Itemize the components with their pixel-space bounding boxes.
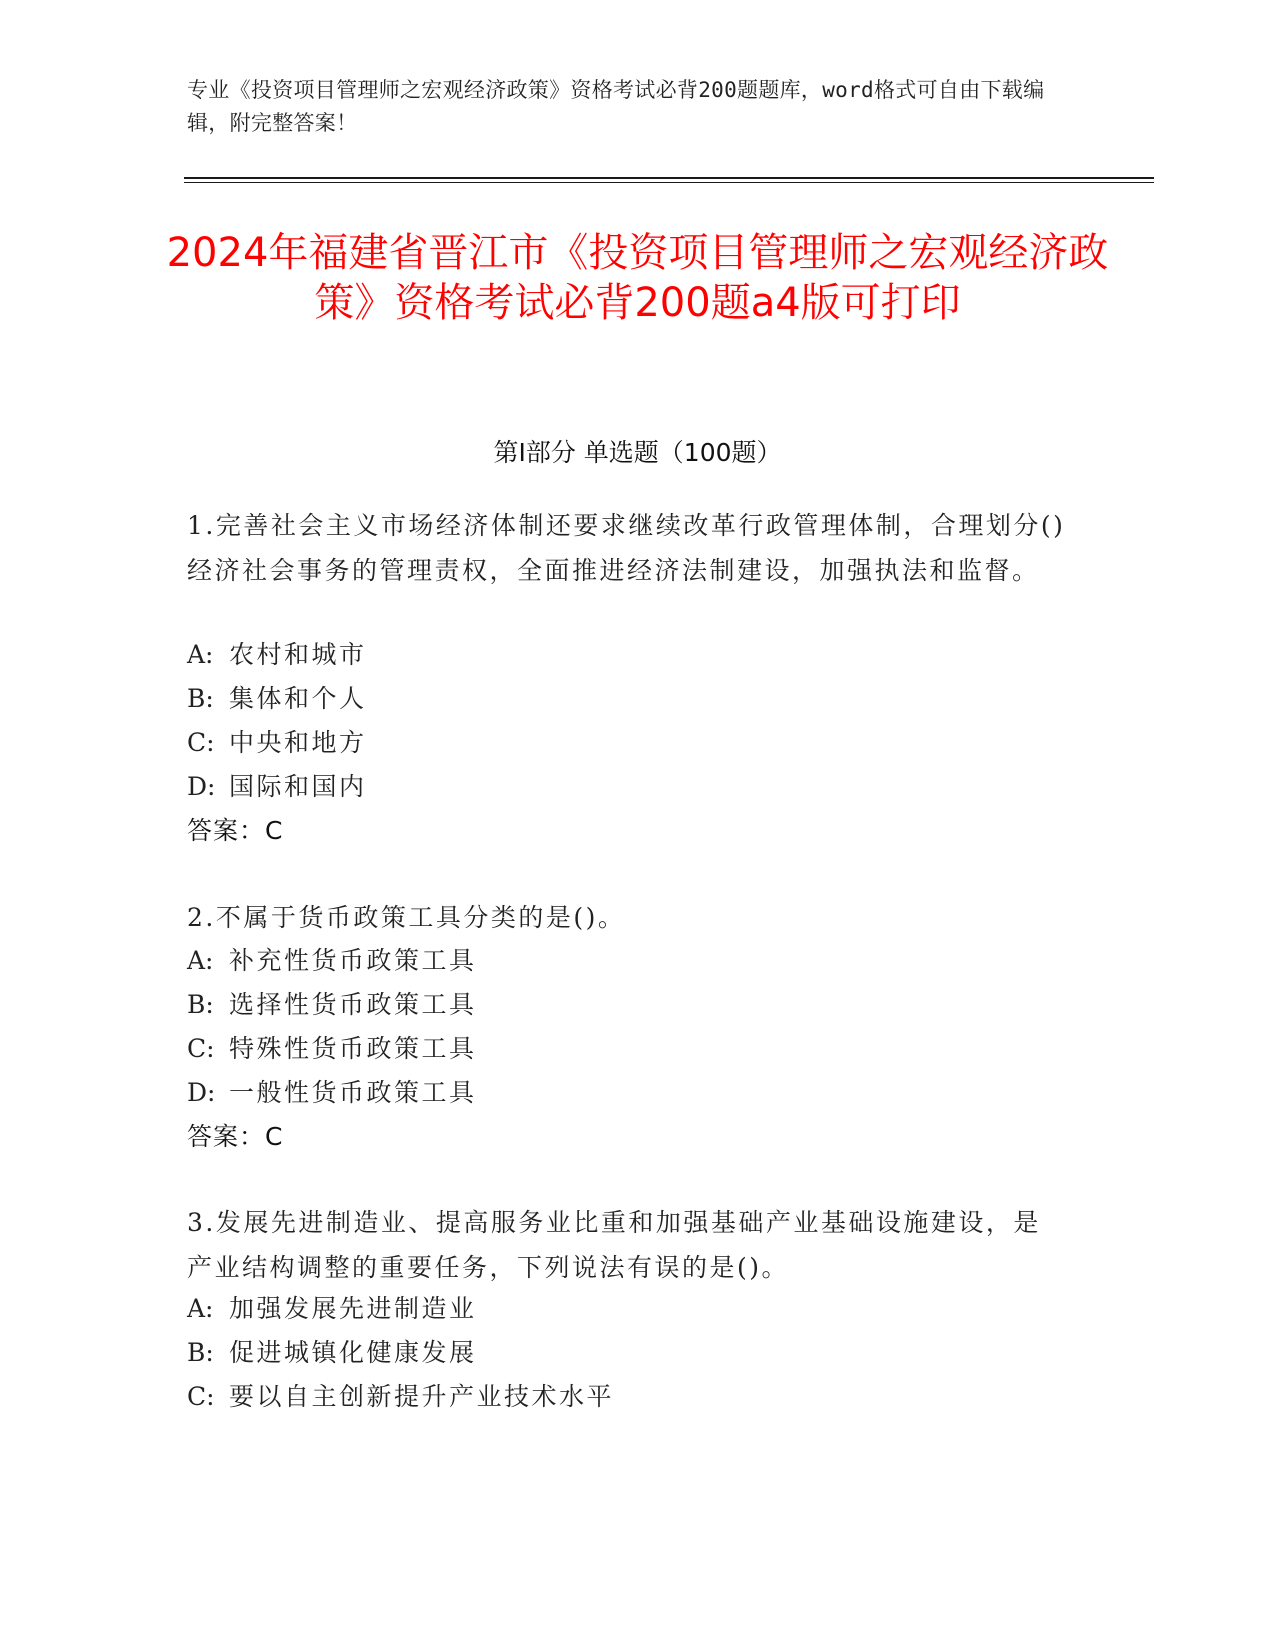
answer-value: C: [265, 816, 283, 845]
option-key: A:: [187, 1294, 214, 1323]
question-3-text: 3.发展先进制造业、提高服务业比重和加强基础产业基础设施建设，是产业结构调整的重要任务，下列说法有误的是()。: [187, 1208, 1041, 1282]
question-2-option-d: [187, 1075, 1067, 1111]
option-text: 要以自主创新提升产业技术水平: [229, 1382, 615, 1411]
option-key: A:: [187, 946, 214, 975]
option-key: D:: [187, 772, 216, 801]
option-key: B:: [187, 1338, 214, 1367]
question-3-option-c: [187, 1379, 1067, 1415]
option-text: 集体和个人: [229, 684, 367, 713]
option-text: 国际和国内: [229, 772, 367, 801]
answer-label: 答案：: [187, 1122, 266, 1151]
question-2-answer: [187, 1119, 282, 1155]
option-text: 加强发展先进制造业: [229, 1294, 477, 1323]
question-2-text: 2.不属于货币政策工具分类的是()。: [187, 903, 626, 932]
question-2-option-b: [187, 987, 1067, 1023]
option-text: 补充性货币政策工具: [229, 946, 477, 975]
option-text: 农村和城市: [229, 640, 367, 669]
header-divider-thin: [184, 182, 1154, 183]
question-1-answer: [187, 813, 282, 849]
header-divider: [184, 177, 1154, 179]
question-1-option-c: [187, 725, 1067, 761]
option-key: D:: [187, 1078, 216, 1107]
option-text: 促进城镇化健康发展: [229, 1338, 477, 1367]
option-key: C:: [187, 1034, 215, 1063]
option-key: C:: [187, 728, 215, 757]
question-1-option-d: [187, 769, 1067, 805]
question-3-option-a: [187, 1291, 1067, 1327]
question-2-option-a: [187, 943, 1067, 979]
question-1-option-a: [187, 637, 1067, 673]
option-text: 选择性货币政策工具: [229, 990, 477, 1019]
option-text: 中央和地方: [229, 728, 367, 757]
option-key: A:: [187, 640, 214, 669]
answer-label: 答案：: [187, 816, 266, 845]
question-2-option-c: [187, 1031, 1067, 1067]
option-text: 一般性货币政策工具: [229, 1078, 477, 1107]
header-note: 专业《投资项目管理师之宏观经济政策》资格考试必背200题题库，word格式可自由下载编辑，附完整答案！: [187, 78, 1045, 135]
document-title: 2024年福建省晋江市《投资项目管理师之宏观经济政策》资格考试必背200题a4版可打印: [166, 230, 1109, 326]
section-heading: 第Ⅰ部分 单选题（100题）: [493, 438, 782, 467]
question-1-text: 1.完善社会主义市场经济体制还要求继续改革行政管理体制，合理划分()经济社会事务的管理责权，全面推进经济法制建设，加强执法和监督。: [187, 511, 1066, 585]
option-key: C:: [187, 1382, 215, 1411]
answer-value: C: [265, 1122, 283, 1151]
option-text: 特殊性货币政策工具: [229, 1034, 477, 1063]
question-3-option-b: [187, 1335, 1067, 1371]
option-key: B:: [187, 684, 214, 713]
option-key: B:: [187, 990, 214, 1019]
question-1-option-b: [187, 681, 1067, 717]
